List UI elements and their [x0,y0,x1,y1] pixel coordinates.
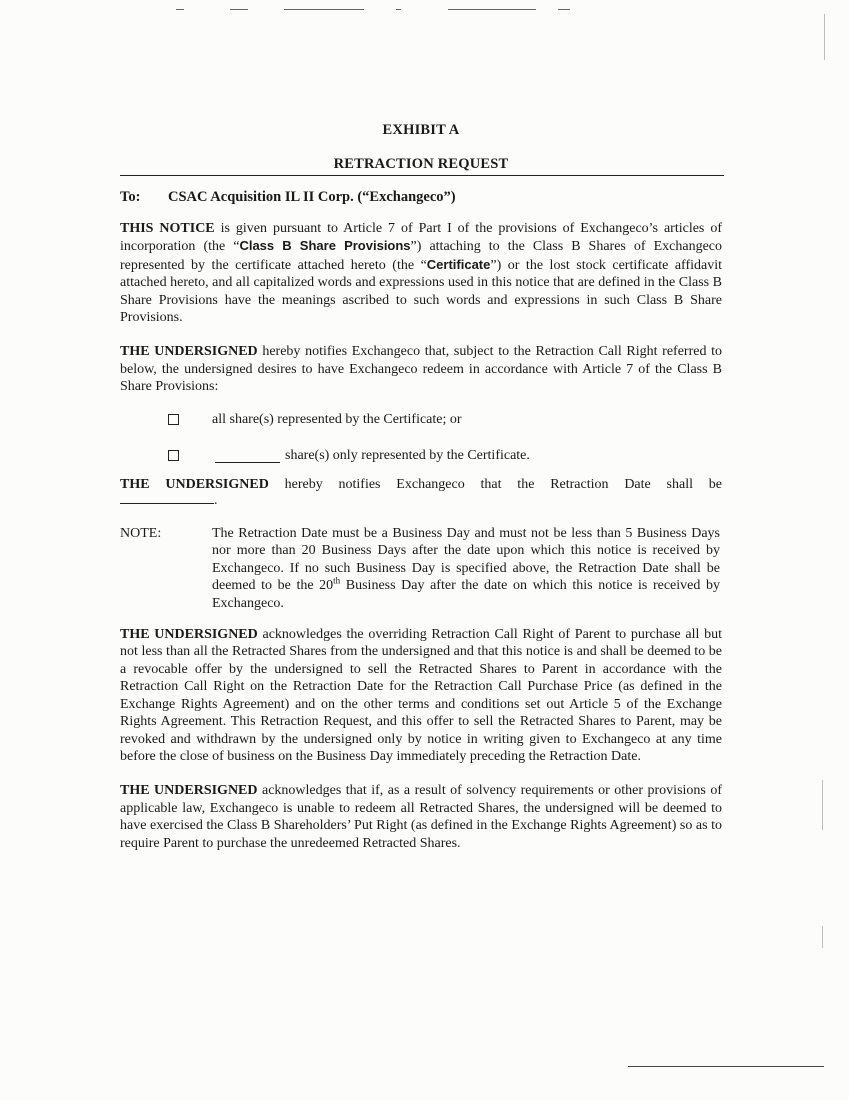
scan-artifact-right-edge-top [824,14,825,60]
title-underline-rule [120,175,724,176]
defined-term-class-b-share-provisions: Class B Share Provisions [239,238,411,254]
note-text [212,525,720,612]
retraction-date-lead: THE UNDERSIGNED [120,476,269,492]
put-right-acknowledgement-paragraph [120,782,722,852]
scan-artifact-top-6 [558,9,570,10]
put-right-acknowledgement-text: acknowledges that if, as a result of solvency requirements or other provisions of applicable law, Exchangeco is unable to redeem all Retracted Shares, the undersigned will be deemed to have exercised the Class B Shareholders’ Put Right (as defined in the Exchange Rights Agreement) so as to require Parent to purchase the unredeemed Retracted Shares. [120,783,722,851]
notice-paragraph [120,220,722,326]
redemption-request-paragraph [120,343,722,395]
notice-paragraph-text-3: ”) or the lost stock certificate affidavit attached hereto, and all capitalized words and expressions used in this notice that are defined in the Class B Share Provisions have the meanings ascribed to such words and expressions in such Class B Share Provisions. [120,257,722,326]
scan-artifact-right-edge-low [822,926,823,948]
scan-artifact-bottom-line [628,1066,824,1067]
partial-shares-checkbox[interactable] [168,450,179,461]
partial-shares-label: share(s) only represented by the Certificate. [285,447,530,463]
call-right-acknowledgement-lead: THE UNDERSIGNED [120,627,258,643]
redemption-request-text: hereby notifies Exchangeco that, subject to the Retraction Call Right referred to below, the undersigned desires to have Exchangeco redeem in accordance with Article 7 of the Class B Share Provisions: [120,344,723,395]
scan-artifact-top-5 [448,9,536,10]
scan-artifact-top-3 [284,9,364,10]
call-right-acknowledgement-paragraph [120,626,722,765]
all-shares-label: all share(s) represented by the Certificate; or [212,411,462,427]
document-body [120,118,722,852]
scan-artifact-top-1 [176,9,184,10]
addressee-label: To: [120,189,141,205]
retraction-date-blank[interactable] [120,503,214,504]
note-text-2: Business Day after the date on which this notice is received by Exchangeco. [212,578,720,611]
addressee-name: CSAC Acquisition IL II Corp. (“Exchangeco”) [168,189,456,205]
retraction-date-text: hereby notifies Exchangeco that the Retraction Date shall be [268,476,722,492]
put-right-acknowledgement-lead: THE UNDERSIGNED [120,783,258,799]
note-superscript: th [333,575,341,586]
all-shares-checkbox[interactable] [168,414,179,425]
note-block [120,525,722,613]
retraction-date-period: . [214,493,218,509]
retraction-request-title: RETRACTION REQUEST [333,156,509,172]
note-label: NOTE: [120,526,162,542]
notice-paragraph-text-1: is given pursuant to Article 7 of Part I of the provisions of Exchangeco’s articles of incorporation (the “ [120,221,722,255]
scan-artifact-top-4 [396,9,401,10]
option-partial-shares [120,447,722,465]
addressee-line [120,189,722,206]
retraction-date-row [120,493,722,513]
share-count-blank[interactable] [215,462,280,463]
notice-paragraph-text-2: ”) attaching to the Class B Shares of Exchangeco represented by the certificate attached hereto (the “ [120,239,722,273]
defined-term-certificate: Certificate [426,256,491,272]
scan-artifact-right-edge-mid [822,780,823,830]
exhibit-title: EXHIBIT A [382,122,460,138]
call-right-acknowledgement-text: acknowledges the overriding Retraction Call Right of Parent to purchase all but not less than all the Retracted Shares from the undersigned and that this notice is and shall be deemed to be a revocable offer by the undersigned to sell the Retracted Shares to Parent in accordance with the Retraction Call Right on the Retraction Date for the Retraction Call Purchase Price (as defined in the Exchange Rights Agreement) and on the other terms and conditions set out Article 5 of the Exchange Rights Agreement. This Retraction Request, and this offer to sell the Retracted Shares to Parent, may be revoked and withdrawn by the undersigned only by notice in writing given to Exchangeco at any time before the close of business on the Business Day immediately preceding the Retraction Date. [120,627,722,764]
notice-paragraph-lead: THIS NOTICE [120,221,215,236]
retraction-date-paragraph [120,476,722,493]
note-text-1: The Retraction Date must be a Business Day and must not be less than 5 Business Days nor more than 20 Business Days after the date upon which this notice is received by Exchangeco. If no such Business Day is specified above, the Retraction Date shall be deemed to be the 20 [212,526,720,594]
redemption-request-lead: THE UNDERSIGNED [120,344,258,360]
scan-artifact-top-2 [230,9,248,10]
option-all-shares [120,411,722,429]
